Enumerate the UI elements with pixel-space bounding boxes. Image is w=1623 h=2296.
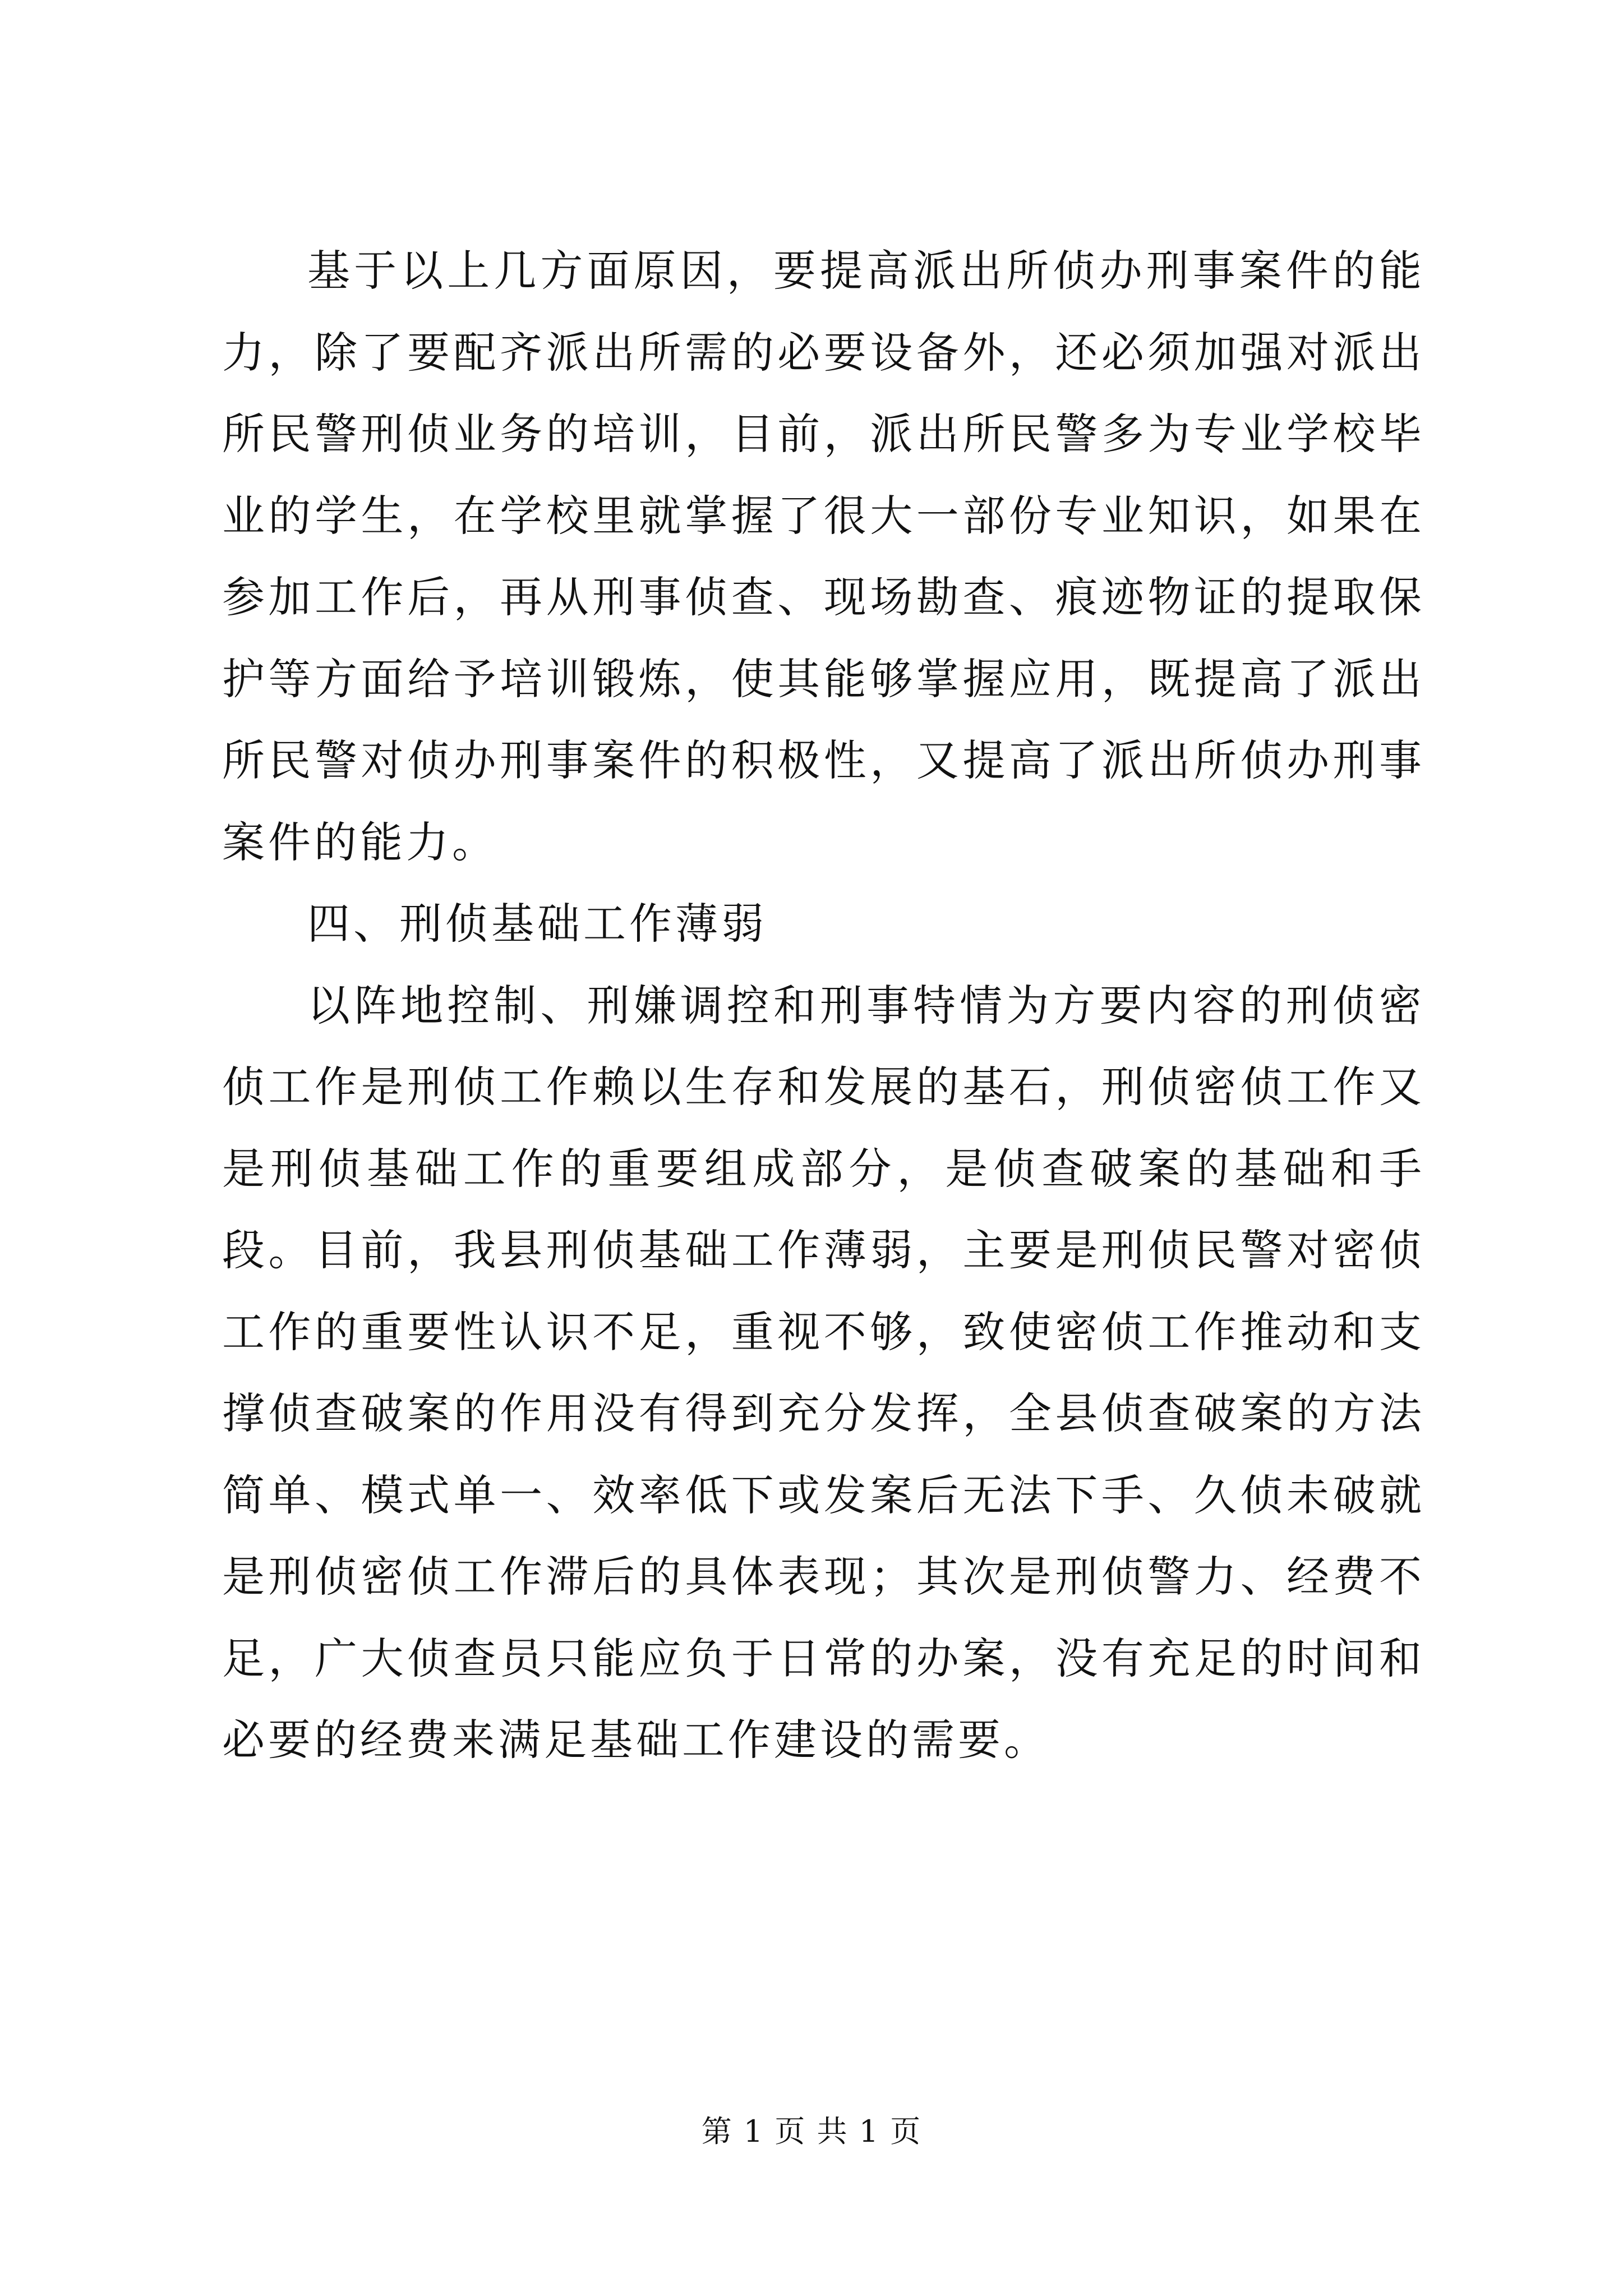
document-body	[222, 230, 1425, 1781]
page-footer: 第 1 页 共 1 页	[701, 2114, 922, 2149]
section-heading: 四、刑侦基础工作薄弱	[307, 899, 767, 949]
paragraph-training: 基于以上几方面原因，要提高派出所侦办刑事案件的能力，除了要配齐派出所需的必要设备外，还必须加强对派出所民警刑侦业务的培训，目前，派出所民警多为专业学校毕业的学生，在学校里就掌握了很大一部份专业知识，如果在参加工作后，再从刑事侦查、现场勘查、痕迹物证的提取保护等方面给予培训锻炼，使其能够掌握应用，既提高了派出所民警对侦办刑事案件的积极性，又提高了派出所侦办刑事案件的能力。	[222, 246, 1425, 867]
paragraph-basic-work: 以阵地控制、刑嫌调控和刑事特情为方要内容的刑侦密侦工作是刑侦工作赖以生存和发展的基石，刑侦密侦工作又是刑侦基础工作的重要组成部分，是侦查破案的基础和手段。目前，我县刑侦基础工作薄弱，主要是刑侦民警对密侦工作的重要性认识不足，重视不够，致使密侦工作推动和支撑侦查破案的作用没有得到充分发挥，全县侦查破案的方法简单、模式单一、效率低下或发案后无法下手、久侦未破就是刑侦密侦工作滞后的具体表现；其次是刑侦警力、经费不足，广大侦查员只能应负于日常的办案，没有充足的时间和必要的经费来满足基础工作建设的需要。	[222, 980, 1425, 1765]
